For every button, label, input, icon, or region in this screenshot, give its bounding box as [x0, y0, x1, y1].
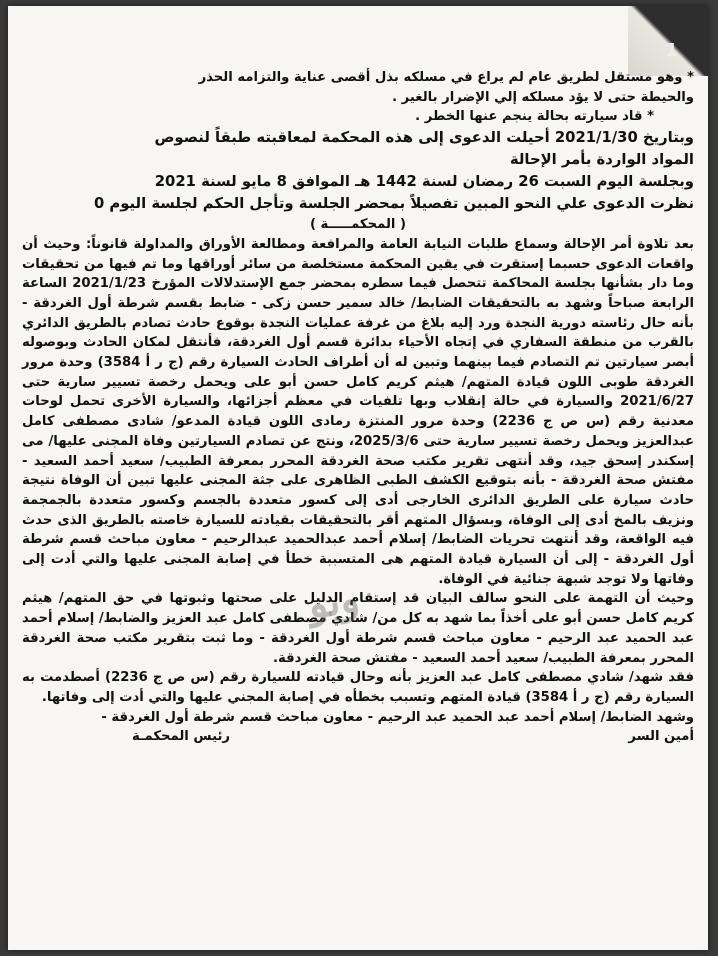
header-line-7: نظرت الدعوى علي النحو المبين تفصيلاً بمحضر الجلسة وتأجل الحكم لجلسة اليوم 0 — [93, 195, 694, 213]
header-line-1: * وهو مستقل لطريق عام لم يراع في مسلكه بذل أقصى عناية والتزامه الحذر — [198, 70, 694, 85]
page-number: 1 — [665, 40, 678, 61]
paragraph-witness-2: وشهد الضابط/ إسلام أحمد عبد الحميد عبد الرحيم - معاون مباحث قسم شرطة أول الغردقة - — [101, 709, 694, 725]
header-line-3: * قاد سيارته بحالة ينجم عنها الخطر . — [415, 109, 654, 125]
court-heading: ( المحكمـــــة ) — [309, 217, 407, 233]
document-body — [22, 68, 694, 747]
paragraph-facts: بعد تلاوة أمر الإحالة وسماع طلبات النيابة العامة والمرافعة ومطالعة الأوراق والمداولة قانوناً: وحيث أن واقعات الدعوى حسبما إستقرت في يقين المحكمة مستخلصة من سائر أوراقها وما تم فيها من تحقيقات وما دار بشأنها بجلسة المحاكمة تتحصل فيما سطره بمحضر جمع الإستدلالات المؤرخ 2021/1/23 الساعة الرابعة صباحاً وشهد به بالتحقيقات الضابط/ خالد سمير حسن زكى - ضابط بقسم شرطة أول الغردقة - بأنه حال رئاسته دورية النجدة ورد إليه بلاغ من غرفة عمليات النجدة بوقوع حادث تصادم بالطريق الدائري بالقرب من منطقة السفاري في إتجاه الأحياء بدائرة قسم أول الغردقة، فأنتقل لمكان الحادث وبوصوله أبصر سيارتين تم التصادم فيما بينهما وتبين له أن أطراف الحادث السيارة رقم (ج ر أ 3584) وحدة مرور الغردقة طوبى اللون قيادة المتهم/ هيثم كريم كامل حسن أبو على ويحمل رخصة تسيير سارية حتى 2021/6/27 والسيارة في حالة إنقلاب وبها تلفيات في معظم أجزائها، والسيارة الأخرى تحمل لوحات معدنية رقم (س ص ج 2236) وحدة مرور المنتزة رمادى اللون قيادة المدعو/ شادى مصطفى كامل عبدالعزيز ويحمل رخصة تسيير سارية حتى 2025/3/6، ونتج عن تصادم السيارتين وفاة المجنى عليها/ مى إسكندر إسحق جيد، وقد أنتهى تقرير مكتب صحة الغردقة المحرر بمعرفة الطبيب/ سعيد أحمد السعيد - مفتش صحة الغردقة - بأنه بتوقيع الكشف الطبى الظاهرى على جثة المجنى عليها تبين أن الوفاة نتيجة حادث سيارة على الطريق الدائرى الخارجى أدى إلى كسور متعددة بالجسم وكسور متعددة بالجمجمة ونزيف بالمخ أدى إلى الوفاة، وبسؤال المتهم أقر بالتحقيقات بقيادته للسيارة خاصته بالطريق الذى حدث فيه الواقعة، وقد أنتهت تحريات الضابط/ إسلام أحمد عبدالحميد عبدالرحيم - معاون مباحث قسم شرطة أول الغردقة - إلى أن السيارة قيادة المتهم هى المتسببة خطأ في إصابة المجنى عليها والتي أدت إلى وفاتها ولا توجد شبهة جنائية في الوفاة. — [22, 236, 694, 587]
header-line-6: وبجلسة اليوم السبت 26 رمضان لسنة 1442 هـ الموافق 8 مايو لسنة 2021 — [154, 173, 694, 191]
paragraph-evidence: وحيث أن التهمة على النحو سالف البيان قد إستقام الدليل على صحتها وثبوتها في حق المتهم/ هيثم كريم كامل حسن أبو على أخذاً بما شهد به كل من/ شادي مصطفى كامل عبد العزيز والضابط/ إسلام أحمد عبد الحميد عبد الرحيم - معاون مباحث قسم شرطة أول الغردقة - وما ثبت بتقرير مكتب صحة الغردقة المحرر بمعرفة الطبيب/ سعيد أحمد السعيد - مفتش صحة الغردقة. — [22, 591, 694, 666]
watermark-logo: وبو — [304, 574, 363, 629]
paragraph-witness-1: فقد شهد/ شادي مصطفى كامل عبد العزيز بأنه وحال قيادته للسيارة رقم (س ص ج 2236) أصطدمت به السيارة رقم (ج ر أ 3584) قيادة المتهم وتسبب بخطأه في إصابة المجني عليها والتي أدت إلى وفاتها. — [22, 670, 695, 705]
document-page — [8, 6, 708, 950]
signature-line — [22, 727, 694, 747]
header-line-2: والحيطة حتى لا يؤد مسلكه إلي الإضرار بالغير . — [392, 89, 694, 105]
signature-president: رئيس المحكمـة — [132, 729, 230, 745]
signature-secretary: أمين السر — [628, 729, 694, 745]
header-line-5: المواد الواردة بأمر الإحالة — [509, 151, 694, 169]
header-line-4: وبتاريخ 2021/1/30 أحيلت الدعوى إلى هذه المحكمة لمعاقبته طبقاً لنصوص — [154, 129, 694, 147]
